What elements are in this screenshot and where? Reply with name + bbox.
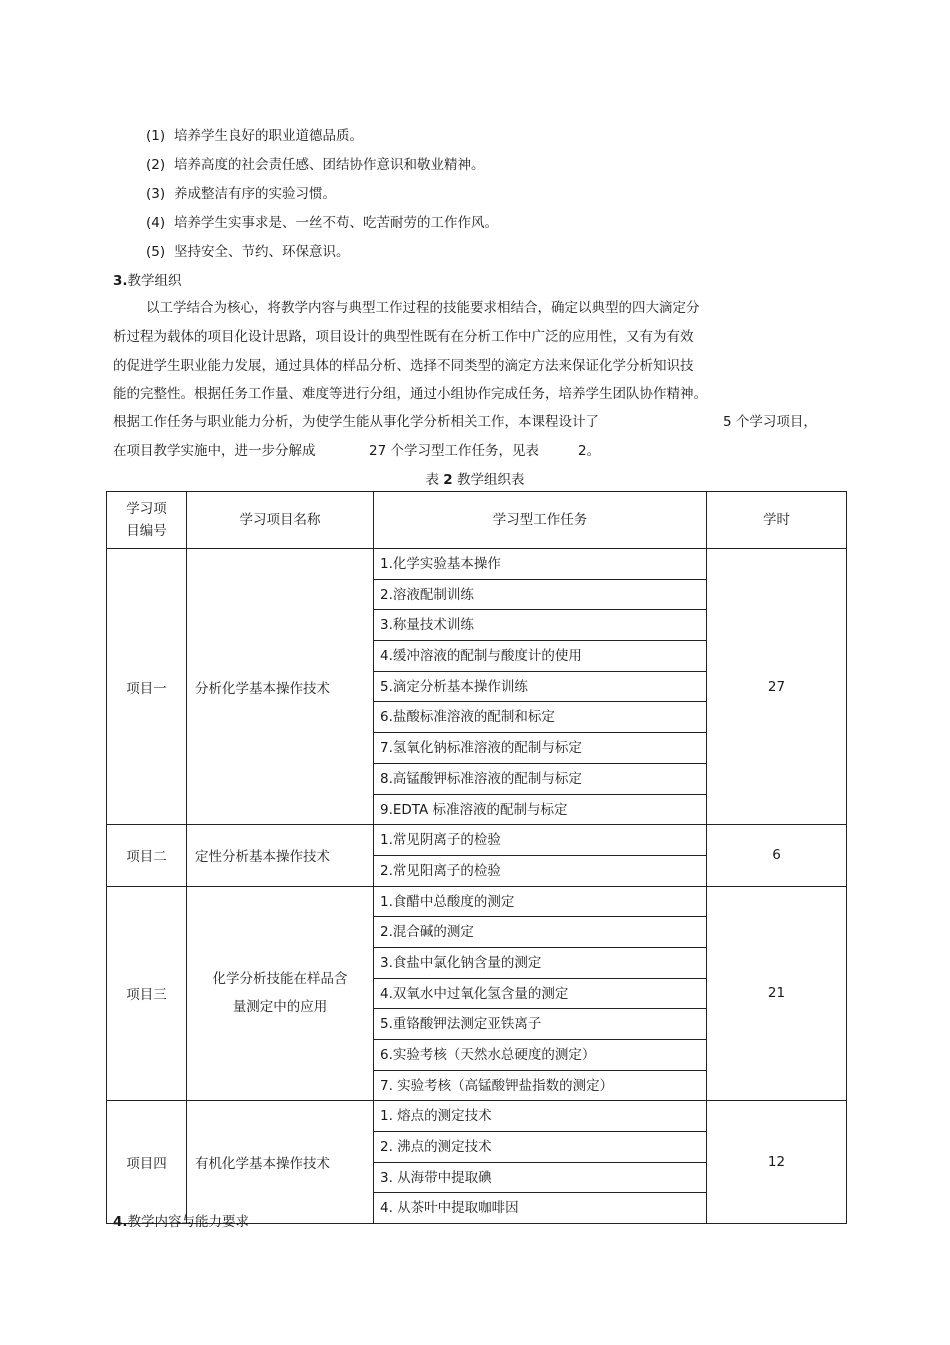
paragraph-line: 的促进学生职业能力发展，通过具体的样品分析、选择不同类型的滴定方法来保证化学分析知识技 [113,358,694,374]
task-item: 5.重铬酸钾法测定亚铁离子 [374,1009,706,1040]
project-id: 项目三 [107,886,187,1101]
paragraph-line: 能的完整性。根据任务工作量、难度等进行分组，通过小组协作完成任务，培养学生团队协作精神。 [113,386,707,402]
project-id: 项目一 [107,549,187,825]
task-list [374,549,707,825]
task-item: 1.化学实验基本操作 [374,549,706,580]
task-item: 3.称量技术训练 [374,610,706,641]
table-row [107,825,847,886]
task-item: 6.盐酸标准溶液的配制和标定 [374,702,706,733]
task-item: 4.双氧水中过氧化氢含量的测定 [374,979,706,1010]
objective-item: (4) 培养学生实事求是、一丝不苟、吃苦耐劳的工作作风。 [146,215,498,231]
paragraph-line: 析过程为载体的项目化设计思路，项目设计的典型性既有在分析工作中广泛的应用性，又有为有效 [113,329,694,345]
section-4-heading: 4.教学内容与能力要求 [113,1214,250,1230]
task-item: 7.氢氧化钠标准溶液的配制与标定 [374,733,706,764]
table-row [107,886,847,1101]
paragraph-line: 根据工作任务与职业能力分析，为使学生能从事化学分析相关工作，本课程设计了 [113,414,599,430]
project-id: 项目四 [107,1101,187,1224]
project-name: 有机化学基本操作技术 [187,1101,374,1224]
task-item: 6.实验考核（天然水总硬度的测定） [374,1040,706,1071]
project-id: 项目二 [107,825,187,886]
task-item: 4.缓冲溶液的配制与酸度计的使用 [374,641,706,672]
task-item: 1.食醋中总酸度的测定 [374,887,706,918]
project-hours: 12 [707,1101,847,1224]
header-tasks: 学习型工作任务 [374,492,707,549]
paragraph-line: 以工学结合为核心，将教学内容与典型工作过程的技能要求相结合，确定以典型的四大滴定分 [146,300,700,316]
project-hours: 27 [707,549,847,825]
project-name: 分析化学基本操作技术 [187,549,374,825]
paragraph-fragment: 27 个学习型工作任务，见表 [369,443,539,459]
header-hours: 学时 [707,492,847,549]
task-item: 2.溶液配制训练 [374,580,706,611]
task-item: 3.食盐中氯化钠含量的测定 [374,948,706,979]
task-item: 5.滴定分析基本操作训练 [374,672,706,703]
task-list [374,886,707,1101]
task-item: 3. 从海带中提取碘 [374,1163,706,1194]
table-row [107,1101,847,1224]
table-caption: 表 2 教学组织表 [425,472,525,488]
section-3-heading: 3.教学组织 [113,273,182,289]
task-list [374,1101,707,1224]
paragraph-fragment: 5 个学习项目， [723,414,817,430]
table-row [107,549,847,825]
project-hours: 21 [707,886,847,1101]
task-item: 1. 熔点的测定技术 [374,1101,706,1132]
project-name: 定性分析基本操作技术 [187,825,374,886]
objective-item: (3) 养成整洁有序的实验习惯。 [146,186,336,202]
task-item: 1.常见阴离子的检验 [374,825,706,856]
project-name: 化学分析技能在样品含 量测定中的应用 [187,886,374,1101]
task-item: 4. 从茶叶中提取咖啡因 [380,1200,519,1217]
teaching-organization-table [106,491,847,1224]
project-hours: 6 [707,825,847,886]
table-header-row [107,492,847,549]
paragraph-line: 在项目教学实施中，进一步分解成 [113,443,316,459]
task-item: 7. 实验考核（高锰酸钾盐指数的测定） [380,1077,614,1094]
paragraph-fragment: 2。 [578,443,601,459]
objective-item: (2) 培养高度的社会责任感、团结协作意识和敬业精神。 [146,157,485,173]
task-item: 2.混合碱的测定 [374,917,706,948]
header-project-id: 学习项 目编号 [107,492,187,549]
header-project-name: 学习项目名称 [187,492,374,549]
objective-item: (1) 培养学生良好的职业道德品质。 [146,128,363,144]
task-item: 2. 沸点的测定技术 [374,1132,706,1163]
objective-item: (5) 坚持安全、节约、环保意识。 [146,244,350,260]
task-item: 2.常见阳离子的检验 [380,862,501,879]
task-item: 8.高锰酸钾标准溶液的配制与标定 [374,764,706,795]
task-list [374,825,707,886]
task-item: 9.EDTA 标准溶液的配制与标定 [380,801,568,818]
